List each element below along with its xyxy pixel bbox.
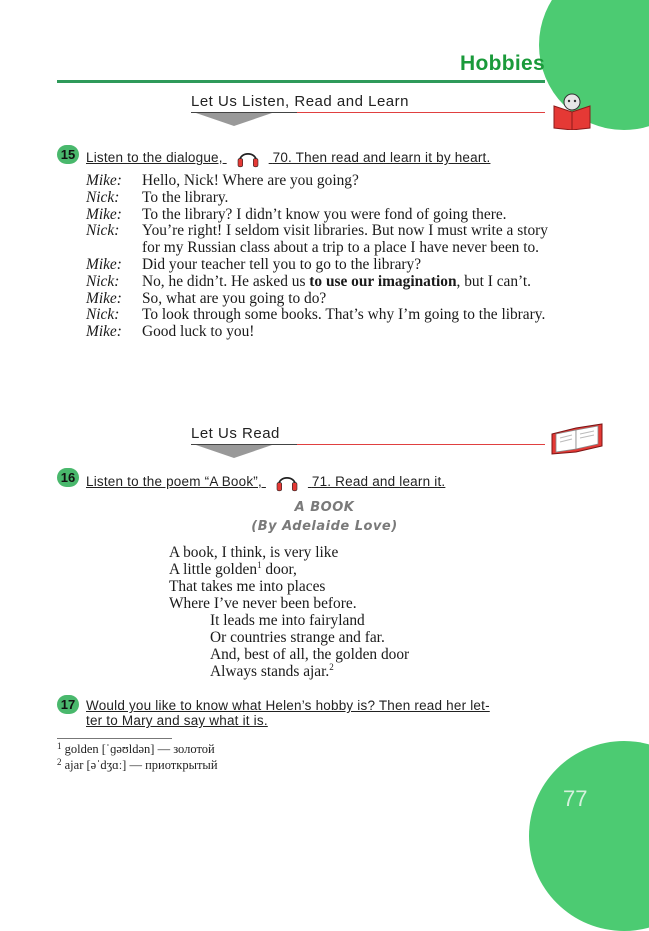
task15-instruction-text: Listen to the dialogue, <box>86 150 223 165</box>
line-text: You’re right! I seldom visit libraries. But now I must write a story for my Russian class about a trip to a place I have never been to. <box>142 222 548 257</box>
task15-instruction <box>86 148 490 168</box>
line-text: Good luck to you! <box>142 323 255 341</box>
section-heading-read: Let Us Read <box>191 425 280 442</box>
task-number-16: 16 <box>57 468 79 487</box>
line-text: So, what are you going to do? <box>142 289 327 307</box>
task17-instruction <box>86 698 490 728</box>
speaker: Mike: <box>86 172 122 189</box>
line-text-part: , but I can’t. <box>456 272 532 290</box>
open-book-icon <box>550 422 604 456</box>
poem-line: And, best of all, the golden door <box>210 646 410 663</box>
task15-instruction-text-2: 70. Then read and learn it by heart. <box>272 150 491 165</box>
dialogue <box>86 173 548 341</box>
footnote-mark: 2 <box>329 662 334 672</box>
task17-instruction-line: Would you like to know what Helen’s hobby is? Then read her let- <box>86 698 490 713</box>
section-arrow <box>196 113 272 126</box>
line-text: To look through some books. That’s why I’m going to the library. <box>142 306 546 324</box>
footnote-mark: 1 <box>57 741 62 751</box>
poem-line: A book, I think, is very like <box>169 544 339 561</box>
dialogue-line <box>86 307 548 324</box>
task-number-15: 15 <box>57 145 79 164</box>
footnote <box>57 758 218 773</box>
corner-decoration-bottom <box>529 741 649 931</box>
line-text: Did your teacher tell you to go to the library? <box>142 255 422 273</box>
speaker: Nick: <box>86 306 120 324</box>
footnote-text: golden [ˈɡəʊldən] — золотой <box>64 742 215 756</box>
speaker: Mike: <box>86 255 122 273</box>
speaker: Nick: <box>86 272 120 290</box>
dialogue-line <box>86 291 548 308</box>
poem-line-text: door, <box>265 561 297 578</box>
poem-line: Or countries strange and far. <box>210 629 385 646</box>
section-rule-red <box>297 444 545 445</box>
line-text: To the library. <box>142 188 229 206</box>
poem-line: Where I’ve never been before. <box>169 595 357 612</box>
bold-phrase: to use our imagination <box>309 272 457 290</box>
section-heading-listen: Let Us Listen, Read and Learn <box>191 93 409 110</box>
poem-line <box>169 561 409 578</box>
poem-line <box>169 663 409 680</box>
task-number-17: 17 <box>57 695 79 714</box>
poem-title: A BOOK <box>294 500 355 515</box>
dialogue-line <box>86 324 548 341</box>
dialogue-line <box>86 173 548 190</box>
poem-line: That takes me into places <box>169 578 326 595</box>
section-arrow <box>196 445 272 458</box>
line-text-part: No, he didn’t. He asked us <box>142 272 310 290</box>
poem-author: (By Adelaide Love) <box>251 519 398 534</box>
speaker: Nick: <box>86 188 120 206</box>
poem-line-text: A little golden <box>169 561 258 578</box>
footnote-mark: 1 <box>257 560 262 570</box>
task16-instruction <box>86 472 445 492</box>
speaker: Nick: <box>86 222 120 240</box>
speaker: Mike: <box>86 323 122 341</box>
footnote-mark: 2 <box>57 757 62 767</box>
poem-line-text: Always stands ajar. <box>210 663 330 680</box>
footnote-text: ajar [əˈdʒɑː] — приоткрытый <box>64 758 218 772</box>
footnote <box>57 742 215 757</box>
speaker: Mike: <box>86 289 122 307</box>
dialogue-line <box>86 223 548 257</box>
line-text: To the library? I didn’t know you were fond of going there. <box>142 205 507 223</box>
poem <box>169 544 409 680</box>
reading-book-icon <box>552 92 598 130</box>
line-text <box>142 274 548 291</box>
dialogue-line <box>86 257 548 274</box>
task17-instruction-line: ter to Mary and say what it is. <box>86 713 268 728</box>
task16-instruction-text: Listen to the poem “A Book”, <box>86 474 262 489</box>
line-text: Hello, Nick! Where are you going? <box>142 172 359 189</box>
task16-instruction-text-2: 71. Read and learn it. <box>311 474 446 489</box>
headphones-icon <box>268 472 306 492</box>
page-number: 77 <box>563 786 588 811</box>
footnote-rule <box>57 738 172 739</box>
section-rule-red <box>297 112 545 113</box>
dialogue-line <box>86 274 548 291</box>
speaker: Mike: <box>86 205 122 223</box>
headphones-icon <box>229 148 267 168</box>
title-rule <box>57 80 545 83</box>
dialogue-line <box>86 190 548 207</box>
dialogue-line <box>86 207 548 224</box>
page-title: Hobbies <box>460 52 545 75</box>
poem-line: It leads me into fairyland <box>210 612 365 629</box>
